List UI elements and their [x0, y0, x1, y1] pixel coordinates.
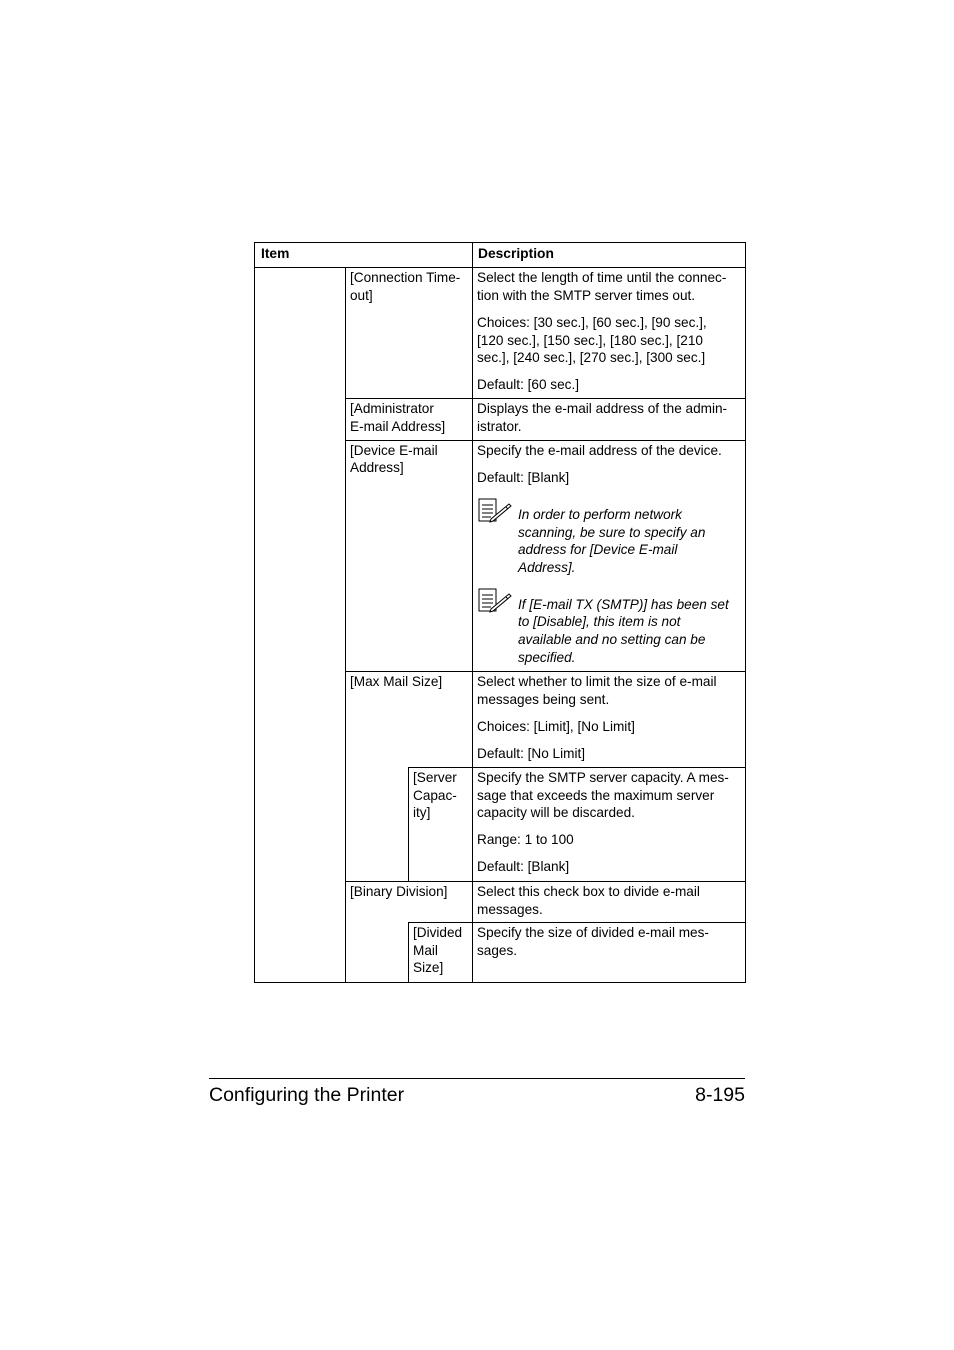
note-pencil-icon	[478, 588, 512, 614]
footer-rule	[209, 1078, 745, 1079]
note-text: available and no setting can be	[518, 632, 706, 647]
choices-text: Choices: [Limit], [No Limit]	[477, 719, 635, 734]
choices-text: sec.], [240 sec.], [270 sec.], [300 sec.]	[477, 350, 706, 365]
description-text: Select whether to limit the size of e-mail	[477, 674, 717, 689]
note-text: to [Disable], this item is not	[518, 614, 681, 629]
item-label: [Max Mail Size]	[350, 674, 443, 689]
description-text: Select this check box to divide e-mail	[477, 884, 700, 899]
note-text: In order to perform network	[518, 507, 682, 522]
item-label: Mail	[413, 943, 438, 958]
item-label: Capac-	[413, 788, 457, 803]
range-text: Range: 1 to 100	[477, 832, 574, 847]
description-text: Specify the e-mail address of the device.	[477, 443, 722, 458]
description-text: sages.	[477, 943, 518, 958]
description-text: tion with the SMTP server times out.	[477, 288, 696, 303]
header-description: Description	[478, 246, 554, 261]
page-number: 8-195	[695, 1084, 745, 1106]
note-text: scanning, be sure to specify an	[518, 525, 706, 540]
default-text: Default: [60 sec.]	[477, 377, 580, 392]
item-label: [Divided	[413, 925, 463, 940]
header-item: Item	[261, 246, 290, 261]
item-label: [Connection Time-	[350, 270, 461, 285]
choices-text: [120 sec.], [150 sec.], [180 sec.], [210	[477, 333, 703, 348]
choices-text: Choices: [30 sec.], [60 sec.], [90 sec.],	[477, 315, 707, 330]
item-label: out]	[350, 288, 373, 303]
item-label: [Server	[413, 770, 457, 785]
item-label: [Device E-mail	[350, 443, 438, 458]
note-text: If [E-mail TX (SMTP)] has been set	[518, 597, 729, 612]
item-label: [Binary Division]	[350, 884, 448, 899]
item-label: Address]	[350, 460, 404, 475]
description-text: capacity will be discarded.	[477, 805, 635, 820]
note-text: address for [Device E-mail	[518, 542, 678, 557]
default-text: Default: [Blank]	[477, 859, 570, 874]
description-text: sage that exceeds the maximum server	[477, 788, 715, 803]
note-text: specified.	[518, 650, 576, 665]
description-text: messages.	[477, 902, 543, 917]
description-text: Displays the e-mail address of the admin-	[477, 401, 728, 416]
footer-title: Configuring the Printer	[209, 1084, 405, 1106]
description-text: Specify the size of divided e-mail mes-	[477, 925, 709, 940]
note-pencil-icon	[478, 498, 512, 524]
item-label: [Administrator	[350, 401, 434, 416]
default-text: Default: [No Limit]	[477, 746, 586, 761]
description-text: istrator.	[477, 419, 522, 434]
item-label: Size]	[413, 960, 444, 975]
note-text: Address].	[518, 560, 576, 575]
description-text: messages being sent.	[477, 692, 610, 707]
default-text: Default: [Blank]	[477, 470, 570, 485]
description-text: Select the length of time until the connec-	[477, 270, 727, 285]
description-text: Specify the SMTP server capacity. A mes-	[477, 770, 729, 785]
item-label: E-mail Address]	[350, 419, 446, 434]
item-label: ity]	[413, 805, 431, 820]
